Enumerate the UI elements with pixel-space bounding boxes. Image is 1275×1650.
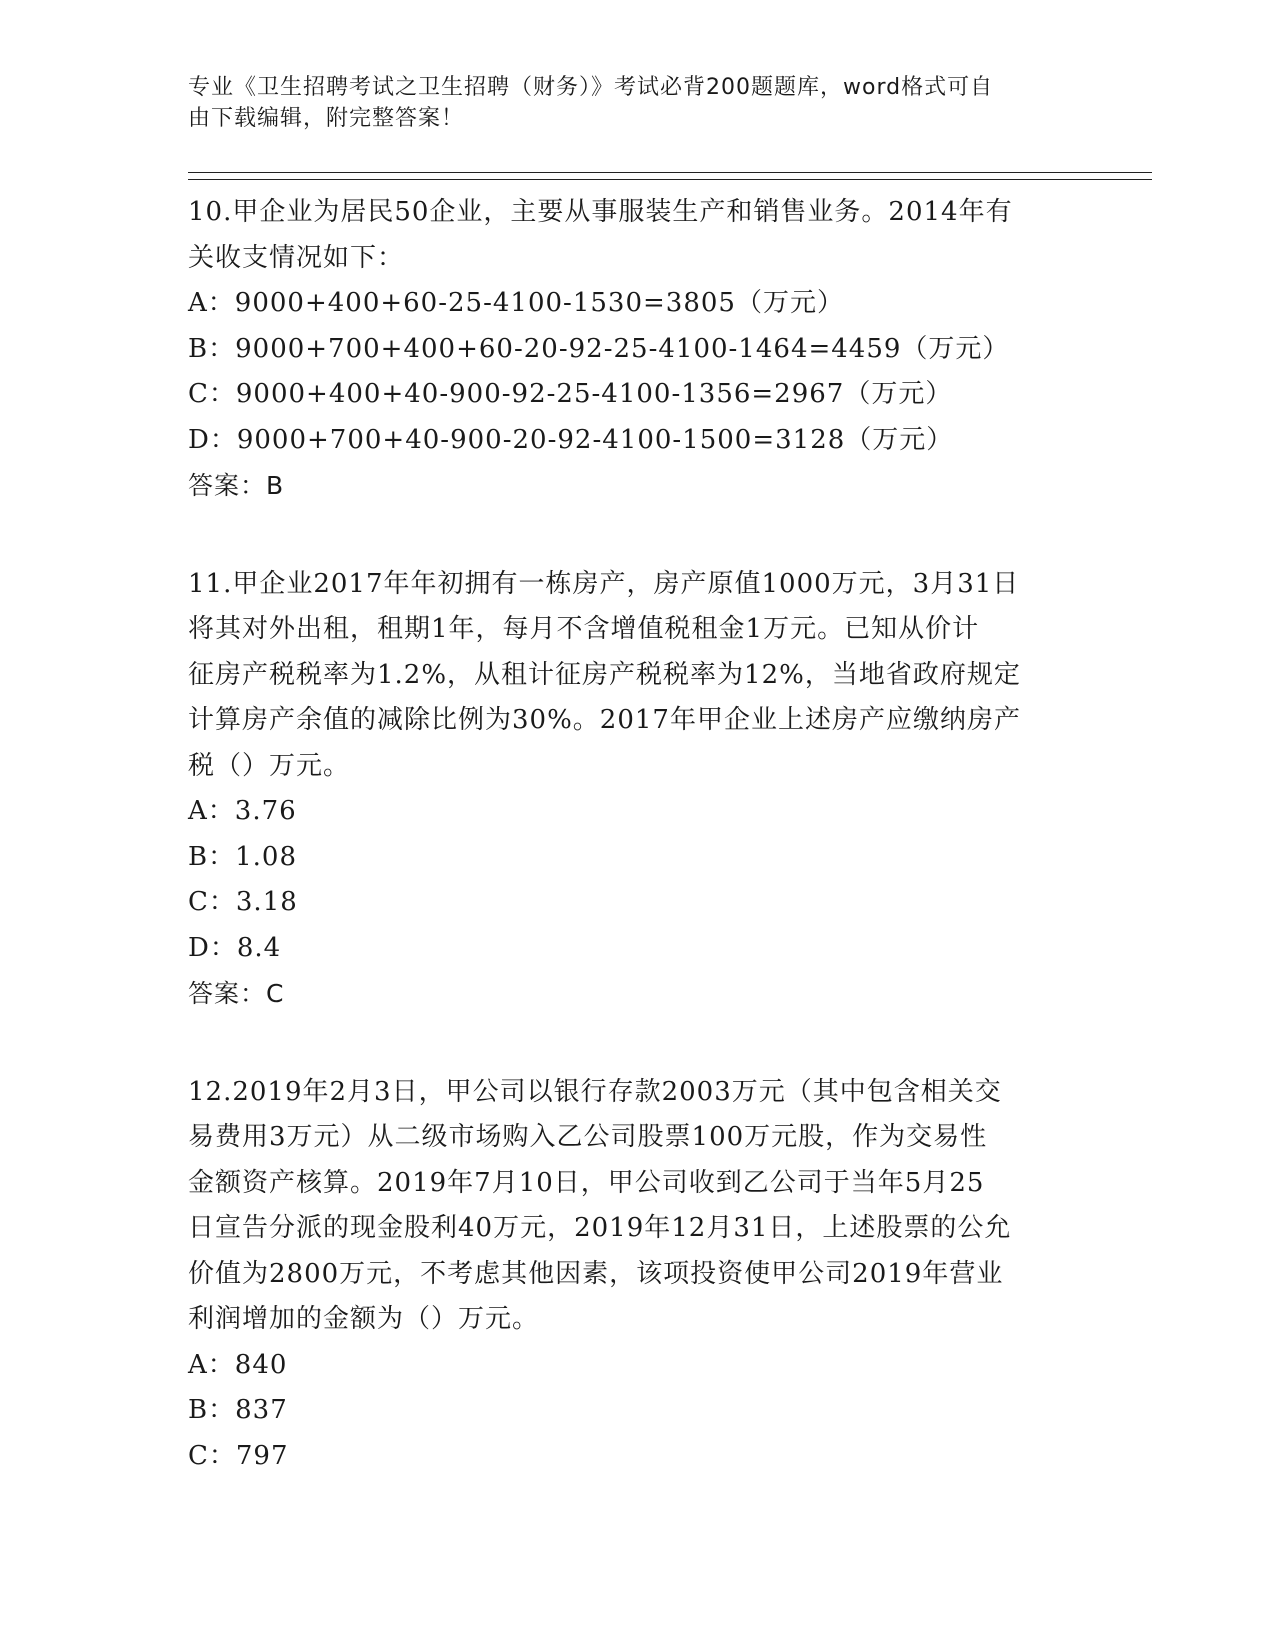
option-c: C：797 — [188, 1440, 289, 1471]
option-b: B：1.08 — [188, 841, 297, 872]
question-text-line: 日宣告分派的现金股利40万元，2019年12月31日，上述股票的公允 — [188, 1213, 1012, 1243]
option-c: C：3.18 — [188, 887, 298, 917]
question-text-line: 税（）万元。 — [188, 750, 351, 781]
question-10 — [188, 190, 1088, 509]
option-a: A：840 — [188, 1349, 288, 1380]
question-text-line: 10.甲企业为居民50企业，主要从事服装生产和销售业务。2014年有 — [188, 197, 1013, 227]
header-divider-top — [188, 172, 1152, 173]
question-text-line: 将其对外出租，租期1年，每月不含增值税租金1万元。已知从价计 — [188, 614, 980, 644]
question-text-line: 易费用3万元）从二级市场购入乙公司股票100万元股，作为交易性 — [188, 1122, 988, 1152]
answer-line: 答案：B — [188, 471, 285, 500]
answer-line: 答案：C — [188, 979, 285, 1008]
option-d: D：9000+700+40-900-20-92-4100-1500=3128（万元） — [188, 424, 954, 455]
option-d: D：8.4 — [188, 932, 282, 963]
question-text-line: 计算房产余值的减除比例为30%。2017年甲企业上述房产应缴纳房产 — [188, 705, 1021, 735]
option-b: B：9000+700+400+60-20-92-25-4100-1464=4459（万元） — [188, 333, 1010, 364]
question-text-line: 价值为2800万元，不考虑其他因素，该项投资使甲公司2019年营业 — [188, 1258, 1004, 1289]
question-text-line: 利润增加的金额为（）万元。 — [188, 1304, 540, 1334]
option-c: C：9000+400+40-900-92-25-4100-1356=2967（万元） — [188, 379, 953, 409]
question-text-line: 金额资产核算。2019年7月10日，甲公司收到乙公司于当年5月25 — [188, 1167, 985, 1198]
header-line-1: 专业《卫生招聘考试之卫生招聘（财务）》考试必背200题题库，word格式可自 — [188, 75, 994, 100]
question-text-line: 11.甲企业2017年年初拥有一栋房产，房产原值1000万元，3月31日 — [188, 568, 1020, 599]
document-header — [188, 72, 1068, 134]
header-line-2: 由下载编辑，附完整答案！ — [188, 106, 465, 131]
question-text-line: 关收支情况如下： — [188, 242, 405, 273]
question-list — [188, 190, 1088, 1532]
header-divider-bottom — [188, 179, 1152, 180]
option-a: A：3.76 — [188, 796, 297, 826]
question-11 — [188, 562, 1088, 1017]
option-b: B：837 — [188, 1395, 288, 1425]
question-text-line: 征房产税税率为1.2%，从租计征房产税税率为12%，当地省政府规定 — [188, 659, 1021, 690]
question-text-line: 12.2019年2月3日，甲公司以银行存款2003万元（其中包含相关交 — [188, 1076, 1002, 1107]
option-a: A：9000+400+60-25-4100-1530=3805（万元） — [188, 288, 844, 318]
question-12 — [188, 1070, 1088, 1480]
